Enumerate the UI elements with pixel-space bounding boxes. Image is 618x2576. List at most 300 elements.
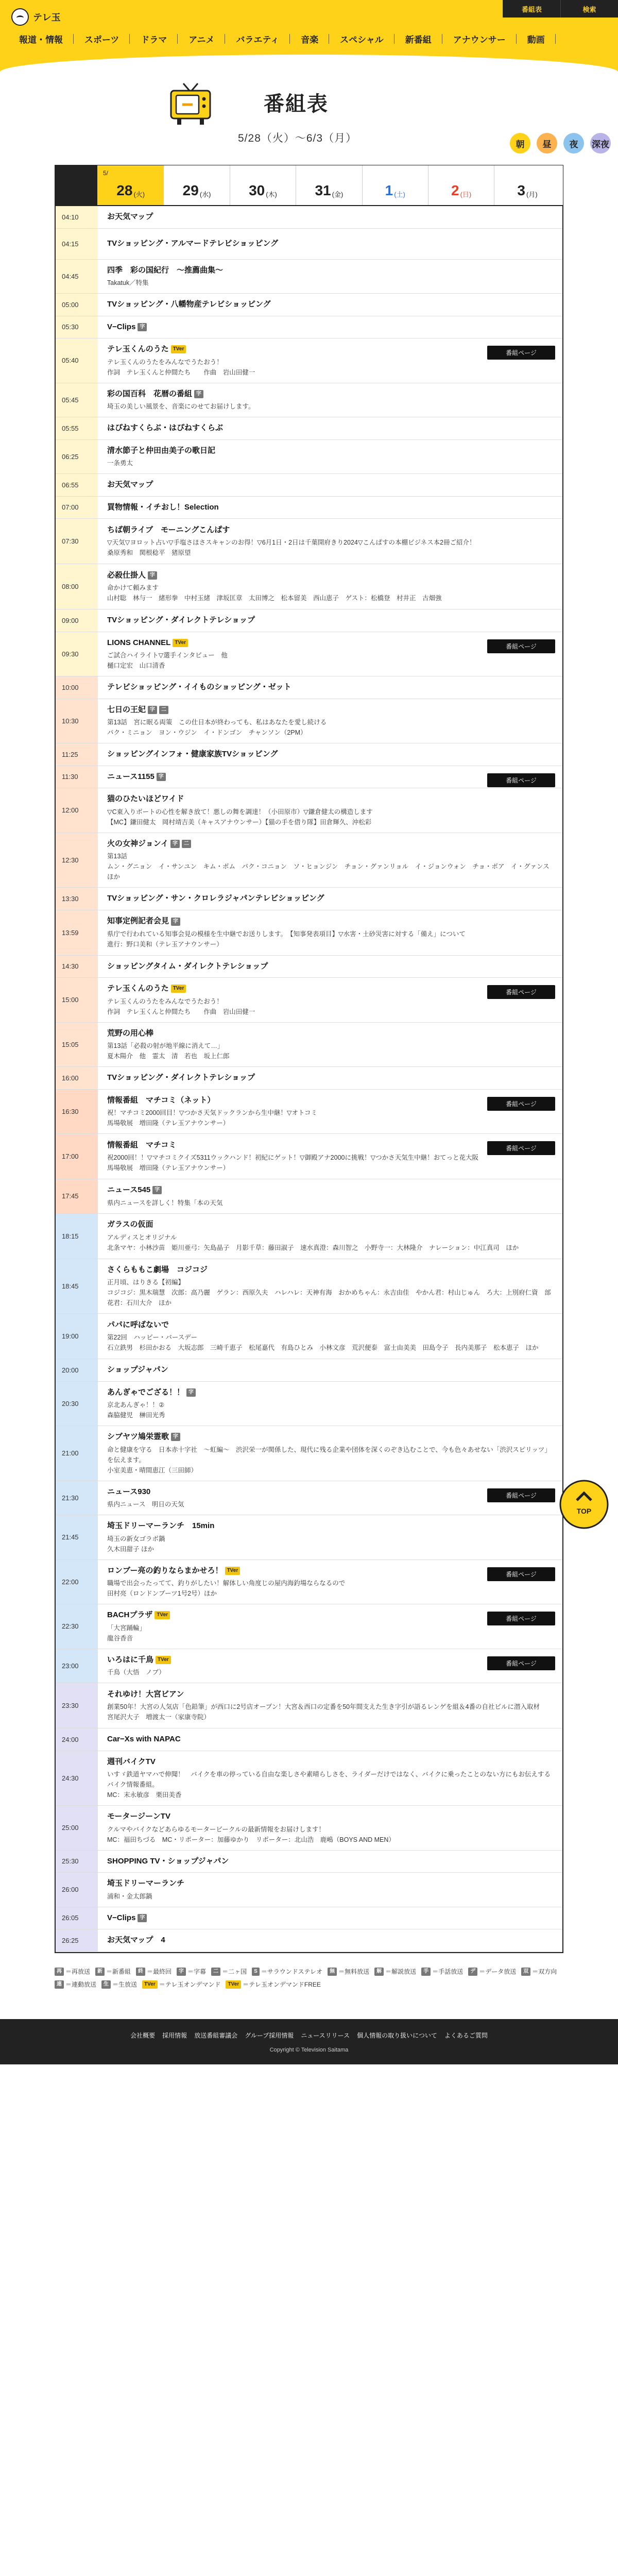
program-row xyxy=(56,294,562,316)
program-description: 第13話 宮に眠る両策 この仕日本が終わっても、私はあなたを愛し続ける xyxy=(107,719,327,726)
nav-item[interactable]: スポーツ xyxy=(74,32,130,45)
program-title[interactable] xyxy=(107,771,480,783)
program-title-text[interactable]: ロンブー亮の釣りならまかせろ！ xyxy=(107,1566,223,1575)
program-body xyxy=(98,1751,562,1806)
program-title[interactable] xyxy=(107,1219,555,1231)
badge-legend-icon: 手 xyxy=(421,1968,431,1976)
program-title-text[interactable]: 火の女神ジョンイ xyxy=(107,839,168,848)
program-title[interactable] xyxy=(107,1028,555,1040)
program-body xyxy=(98,338,562,383)
program-title-text[interactable]: TVショッピング・サン・クロレラジャパンテレビショッピング xyxy=(107,894,324,903)
program-title-text[interactable]: シブヤツ鳩栄霊歌 xyxy=(107,1432,169,1441)
program-time: 11:30 xyxy=(56,766,98,788)
program-title[interactable] xyxy=(107,1609,480,1621)
program-time: 22:30 xyxy=(56,1604,98,1649)
program-title[interactable] xyxy=(107,893,555,905)
program-body xyxy=(98,833,562,888)
badge-legend-icon: TVer xyxy=(142,1980,158,1989)
program-time: 19:00 xyxy=(56,1314,98,1359)
timeband-legend-item: 深夜 xyxy=(590,133,611,154)
program-title[interactable] xyxy=(107,704,555,716)
program-description: 命かけて頼みます xyxy=(107,584,159,592)
program-description: 第13話「必殺の射が地平線に消えて…」 xyxy=(107,1042,224,1049)
badge-legend-item xyxy=(226,1978,320,1991)
program-time: 22:00 xyxy=(56,1560,98,1604)
program-title[interactable] xyxy=(107,983,480,995)
program-description: 県内ニュース 明日の天気 xyxy=(107,1501,184,1508)
nav-item[interactable]: バラエティ xyxy=(225,32,290,45)
program-title-text[interactable]: テレビショッピング・イイものショッピング・ゼット xyxy=(107,683,291,691)
day-tab[interactable] xyxy=(362,165,428,205)
badge-legend-item xyxy=(468,1965,516,1978)
program-title-text[interactable]: ちば朝ライブ モーニングこんぱす xyxy=(107,525,230,534)
program-row xyxy=(56,699,562,744)
program-row xyxy=(56,1683,562,1728)
program-page-button[interactable]: 番組ページ xyxy=(487,1567,555,1581)
program-title[interactable] xyxy=(107,445,555,457)
program-cast: 森脇健児 榊田光秀 xyxy=(107,1412,165,1419)
search-button[interactable]: 検索 xyxy=(560,0,618,18)
schedule-table xyxy=(55,205,563,1953)
day-tab-date: 31 xyxy=(315,182,331,198)
schedule-wrapper xyxy=(55,165,563,1953)
program-time: 05:45 xyxy=(56,383,98,417)
badge-legend-label: ＝データ放送 xyxy=(479,1968,517,1975)
program-row xyxy=(56,1806,562,1851)
program-title[interactable] xyxy=(107,838,555,850)
time-column-header xyxy=(55,165,97,205)
program-title-text[interactable]: 四季 彩の国紀行 〜推薦曲集〜 xyxy=(107,265,224,275)
program-time: 13:59 xyxy=(56,910,98,955)
program-cast: コジコジ：黒木瑞慧 次郎：高乃麗 ゲラン：西原久夫 ハレハレ：天神有海 おかめちゃん：永吉由佳 やかん君：村山じゅん ろ大：上別府仁資 部花君：石川大介 ほか xyxy=(107,1289,551,1307)
tver-badge: TVer xyxy=(156,1656,171,1664)
program-page-button[interactable]: 番組ページ xyxy=(487,1141,555,1155)
mascot-icon xyxy=(11,8,29,26)
program-row xyxy=(56,1851,562,1873)
timeband-legend-item: 昼 xyxy=(537,133,557,154)
badge-legend-item xyxy=(101,1978,137,1991)
program-body xyxy=(98,1090,562,1134)
program-title-text[interactable]: 情報番組 マチコミ xyxy=(107,1140,177,1149)
badge-legend-icon: 終 xyxy=(136,1968,145,1976)
day-tab[interactable] xyxy=(163,165,229,205)
day-tab[interactable] xyxy=(494,165,560,205)
program-title-text[interactable]: ショッピングタイム・ダイレクトテレショップ xyxy=(107,961,268,971)
badge-legend-icon: 字 xyxy=(177,1968,186,1976)
day-tab-date: 2 xyxy=(451,182,459,198)
program-badge: 字 xyxy=(186,1388,196,1397)
footer-link[interactable]: グループ採用情報 xyxy=(245,2031,294,2039)
program-body xyxy=(98,1426,562,1481)
program-row xyxy=(56,1314,562,1359)
site-logo[interactable] xyxy=(11,8,61,26)
day-tab-date: 29 xyxy=(182,182,199,198)
badge-legend-icon: 解 xyxy=(374,1968,384,1976)
program-title[interactable] xyxy=(107,961,555,973)
badge-legend-icon: S xyxy=(252,1968,260,1976)
program-title[interactable] xyxy=(107,1935,555,1946)
program-title-text[interactable]: さくらももこ劇場 コジコジ xyxy=(107,1265,208,1274)
program-title[interactable] xyxy=(107,299,555,311)
program-description: テレ玉くんのうたをみんなでうたおう！ xyxy=(107,997,223,1005)
program-title[interactable] xyxy=(107,1140,480,1151)
program-title[interactable] xyxy=(107,1520,555,1532)
program-badge: 字 xyxy=(194,390,203,398)
program-title[interactable] xyxy=(107,265,555,277)
program-row xyxy=(56,260,562,294)
program-title-text[interactable]: パパに呼ばないで xyxy=(107,1320,169,1329)
badge-legend-item xyxy=(136,1965,171,1978)
program-title-text[interactable]: お天気マップ 4 xyxy=(107,1936,165,1944)
program-title[interactable] xyxy=(107,1486,480,1498)
program-title-text[interactable]: 埼玉ドリーマーランチ 15min xyxy=(107,1521,215,1530)
program-title[interactable] xyxy=(107,1734,555,1745)
site-logo-text: テレ玉 xyxy=(33,12,61,23)
program-body xyxy=(98,1134,562,1179)
program-title-text[interactable]: LIONS CHANNEL xyxy=(107,638,171,647)
program-time: 25:00 xyxy=(56,1806,98,1850)
program-time: 16:00 xyxy=(56,1067,98,1089)
program-title-text[interactable]: 買物情報・イチおし！Selection xyxy=(107,502,219,512)
program-body xyxy=(98,788,562,833)
program-time: 05:55 xyxy=(56,417,98,439)
program-title-text[interactable]: お天気マップ xyxy=(107,480,153,489)
program-page-button[interactable]: 番組ページ xyxy=(487,1656,555,1670)
program-title-text[interactable]: V−Clips xyxy=(107,322,136,331)
program-title-text[interactable]: 清水節子と仲田由美子の歌日記 xyxy=(107,446,216,455)
program-cast: MC：末永敏彦 栗田美香 xyxy=(107,1791,182,1799)
main-nav xyxy=(0,32,618,45)
day-tab-date: 3 xyxy=(517,182,525,198)
program-title-text[interactable]: お天気マップ xyxy=(107,212,153,221)
badge-legend-item xyxy=(211,1965,247,1978)
program-body xyxy=(98,417,562,439)
program-row xyxy=(56,743,562,766)
program-title-text[interactable]: BACHプラザ xyxy=(107,1611,153,1619)
program-title[interactable] xyxy=(107,1264,555,1276)
program-title-text[interactable]: テレ玉くんのうた xyxy=(107,345,169,353)
footer-link[interactable]: 会社概要 xyxy=(130,2031,156,2039)
program-cast: 夏木陽介 他 霊太 清 若也 坂上仁郎 xyxy=(107,1053,230,1060)
badge-legend-label: ＝再放送 xyxy=(65,1968,91,1975)
program-body xyxy=(98,888,562,910)
badge-legend-icon: TVer xyxy=(226,1980,241,1989)
program-time: 21:30 xyxy=(56,1481,98,1515)
program-title-text[interactable]: ニュース930 xyxy=(107,1487,151,1496)
program-cast: 龍谷香音 xyxy=(107,1634,133,1642)
header-wave-divider xyxy=(0,55,618,72)
program-row xyxy=(56,440,562,474)
footer-link[interactable]: よくあるご質問 xyxy=(444,2031,488,2039)
program-title[interactable] xyxy=(107,1184,555,1196)
day-tab[interactable] xyxy=(296,165,362,205)
program-cast: MC：福田ちづる MC・リポーター：加藤ゆかり リポーター：北山浩 鹿嶋（BOYS AND MEN） xyxy=(107,1836,395,1843)
program-description: 京北あんぎゃ！！② xyxy=(107,1401,165,1409)
program-row xyxy=(56,676,562,699)
program-time: 10:00 xyxy=(56,676,98,699)
footer-link[interactable]: ニュースリリース xyxy=(301,2031,350,2039)
program-description: 県内ニュースを詳しく！特集「本の天気 xyxy=(107,1199,223,1207)
program-row xyxy=(56,338,562,383)
day-tab[interactable] xyxy=(230,165,296,205)
program-cast: パク・ミニョン ヨン・ウジン イ・ドンゴン チャンソン（2PM） xyxy=(107,729,307,736)
footer-link[interactable]: 個人情報の取り扱いについて xyxy=(357,2031,437,2039)
program-title[interactable] xyxy=(107,1565,480,1577)
program-row xyxy=(56,564,562,609)
program-cast: 桑原秀和 関根稔平 猪原望 xyxy=(107,549,191,557)
program-body xyxy=(98,1560,562,1604)
program-cast: 馬場敬展 増田隆（テレ玉アナウンサー） xyxy=(107,1120,230,1127)
copyright: Copyright © Television Saitama xyxy=(269,2046,349,2053)
program-time: 04:45 xyxy=(56,260,98,294)
badge-legend-icon: デ xyxy=(468,1968,477,1976)
day-tab-weekday: (水) xyxy=(199,191,211,198)
badge-legend-label: ＝新番組 xyxy=(106,1968,131,1975)
program-title-text[interactable]: 猫のひたいほどワイド xyxy=(107,794,184,803)
program-time: 16:30 xyxy=(56,1090,98,1134)
program-title-text[interactable]: 週刊バイクTV xyxy=(107,1757,156,1766)
program-badge: 二 xyxy=(159,706,168,714)
program-description: 職場で出会ったってて、釣りがしたい！解体しい角度じの屋内海釣場ならなるので xyxy=(107,1580,346,1587)
program-cast: 小室美恵・晴間恵江（三田師） xyxy=(107,1466,198,1474)
program-title[interactable] xyxy=(107,1319,555,1331)
program-time: 26:25 xyxy=(56,1929,98,1952)
program-time: 13:30 xyxy=(56,888,98,910)
program-title[interactable] xyxy=(107,793,555,805)
program-title[interactable] xyxy=(107,1095,480,1107)
program-page-button[interactable]: 番組ページ xyxy=(487,639,555,653)
program-page-button[interactable]: 番組ページ xyxy=(487,1488,555,1502)
program-title[interactable] xyxy=(107,502,555,514)
program-title[interactable] xyxy=(107,479,555,491)
program-description: Takatuk／特集 xyxy=(107,279,149,286)
program-title[interactable] xyxy=(107,1811,555,1823)
program-page-button[interactable]: 番組ページ xyxy=(487,773,555,787)
program-title[interactable] xyxy=(107,749,555,760)
program-title[interactable] xyxy=(107,388,555,400)
program-title[interactable] xyxy=(107,916,555,927)
badge-legend-item xyxy=(421,1965,463,1978)
program-title-text[interactable]: モータージーンTV xyxy=(107,1812,170,1821)
program-description: 県庁で行われている知事会見の模様を生中継でお送りします。 【知事発表項目】▽水害・土砂災害に対する「備え」について xyxy=(107,930,466,938)
badge-legend-icon: 二 xyxy=(211,1968,220,1976)
badge-legend xyxy=(55,1965,563,1998)
program-title[interactable] xyxy=(107,1654,480,1666)
program-title-text[interactable]: 埼玉ドリーマーランチ xyxy=(107,1879,185,1888)
timeband-legend-item: 朝 xyxy=(510,133,530,154)
program-title[interactable] xyxy=(107,637,480,649)
program-title-text[interactable]: V−Clips xyxy=(107,1913,136,1922)
program-body xyxy=(98,206,562,228)
program-title[interactable] xyxy=(107,570,555,582)
program-title-text[interactable]: テレ玉くんのうた xyxy=(107,984,169,993)
footer-link[interactable]: 放送番組審議会 xyxy=(194,2031,238,2039)
program-cast: 作詞 テレ玉くんと仲間たち 作曲 岩山田健一 xyxy=(107,1008,255,1015)
program-body xyxy=(98,1929,562,1952)
nav-item[interactable]: 動画 xyxy=(517,32,556,45)
program-body xyxy=(98,1214,562,1259)
program-title-text[interactable]: 情報番組 マチコミ（ネット） xyxy=(107,1095,215,1105)
program-badge: 字 xyxy=(170,840,180,848)
program-title-text[interactable]: ニュース1155 xyxy=(107,772,154,781)
day-tab-date: 5/ 28 xyxy=(116,182,133,198)
program-time: 09:30 xyxy=(56,632,98,676)
program-time: 11:25 xyxy=(56,743,98,766)
program-title-text[interactable]: TVショッピング・ダイレクトテレショップ xyxy=(107,616,255,624)
program-row xyxy=(56,383,562,418)
program-title[interactable] xyxy=(107,1364,555,1376)
program-description: ▽C東入りボートの心性を解き放て！悪しの舞を調達！（小田原市）▽鎌倉健太の構造します xyxy=(107,808,373,816)
program-badge: 字 xyxy=(171,918,180,926)
program-title-text[interactable]: ガラスの仮面 xyxy=(107,1220,153,1229)
program-row xyxy=(56,1751,562,1806)
program-cast: 田村亮（ロンドンブーツ1号2号）ほか xyxy=(107,1590,217,1597)
program-row xyxy=(56,1359,562,1382)
program-row xyxy=(56,497,562,519)
program-description: いすゞ鉄道ヤマハで伸聞！ バイクを車の停っている自由な楽しさや素晴らしさを、ライダーだけではなく、バイクに乗ったことのない方にもお伝えするバイク情報番組。 xyxy=(107,1771,551,1788)
program-title[interactable] xyxy=(107,1689,555,1701)
nav-item[interactable]: アナウンサー xyxy=(442,32,517,45)
badge-legend-label: ＝双方向 xyxy=(532,1968,557,1975)
program-title[interactable] xyxy=(107,238,555,250)
program-row xyxy=(56,1907,562,1930)
program-guide-button[interactable]: 番組表 xyxy=(503,0,560,18)
badge-legend-item xyxy=(177,1965,206,1978)
badge-legend-icon: 双 xyxy=(521,1968,530,1976)
nav-item[interactable]: スペシャル xyxy=(329,32,394,45)
program-title-text[interactable]: ニュース545 xyxy=(107,1185,151,1194)
program-page-button[interactable]: 番組ページ xyxy=(487,1097,555,1111)
program-title-text[interactable]: いろはに千鳥 xyxy=(107,1655,154,1664)
program-body xyxy=(98,676,562,699)
program-page-button[interactable]: 番組ページ xyxy=(487,1612,555,1625)
program-page-button[interactable]: 番組ページ xyxy=(487,346,555,360)
program-row xyxy=(56,1067,562,1090)
program-title[interactable] xyxy=(107,321,555,333)
nav-item[interactable]: アニメ xyxy=(178,32,225,45)
program-title[interactable] xyxy=(107,1878,555,1890)
program-row xyxy=(56,1515,562,1560)
badge-legend-label: ＝テレ玉オンデマンドFREE xyxy=(243,1980,321,1988)
program-title-text[interactable]: TVショッピング・アルマードテレビショッピング xyxy=(107,239,279,248)
program-body xyxy=(98,497,562,519)
badge-legend-label: ＝テレ玉オンデマンド xyxy=(159,1980,221,1988)
program-body xyxy=(98,1873,562,1907)
program-row xyxy=(56,609,562,632)
program-title-text[interactable]: SHOPPING TV・ショップジャパン xyxy=(107,1856,229,1866)
program-title[interactable] xyxy=(107,1072,555,1084)
program-time: 07:00 xyxy=(56,497,98,519)
program-body xyxy=(98,1806,562,1850)
nav-item[interactable]: 報道・情報 xyxy=(8,32,74,45)
program-row xyxy=(56,1604,562,1649)
program-cast: ムン・グニョン イ・サンユン キム・ボム パク・コニョン ソ・ヒョンジン チョン・グァンリョル イ・ジョンウォン チョ・ボア イ・グァンス ほか xyxy=(107,863,556,880)
program-description: 浦和・金太郎鍋 xyxy=(107,1892,152,1900)
badge-legend-icon: 連 xyxy=(55,1980,64,1989)
program-title[interactable] xyxy=(107,1856,555,1868)
program-cast: 久木田甜子 ほか xyxy=(107,1545,154,1553)
program-title[interactable] xyxy=(107,1431,555,1443)
program-row xyxy=(56,229,562,260)
program-time: 12:30 xyxy=(56,833,98,888)
program-title-text[interactable]: それゆけ！大宮ビアン xyxy=(107,1689,184,1699)
program-description: 埼玉の美しい風景を、音楽にのせてお届けします。 xyxy=(107,403,255,410)
program-title[interactable] xyxy=(107,211,555,223)
program-title-text[interactable]: 彩の国百科 花暦の番組 xyxy=(107,389,193,398)
badge-legend-line xyxy=(55,1965,563,1991)
nav-item[interactable]: 音楽 xyxy=(290,32,329,45)
program-title-text[interactable]: 荒野の用心棒 xyxy=(107,1028,154,1038)
page-title: 番組表 xyxy=(264,93,329,115)
program-body xyxy=(98,229,562,259)
program-title[interactable] xyxy=(107,1387,555,1399)
program-title-text[interactable]: TVショッピング・八幡物産テレビショッピング xyxy=(107,300,271,309)
program-title[interactable] xyxy=(107,1912,555,1924)
program-badge: 二 xyxy=(182,840,191,848)
program-page-button[interactable]: 番組ページ xyxy=(487,985,555,999)
program-body xyxy=(98,1515,562,1560)
program-title-text[interactable]: Car−Xs with NAPAC xyxy=(107,1735,181,1743)
program-title-text[interactable]: 知事定例記者会見 xyxy=(107,917,169,926)
day-tab[interactable] xyxy=(97,165,163,205)
badge-legend-item xyxy=(95,1965,131,1978)
program-body xyxy=(98,910,562,955)
program-row xyxy=(56,1090,562,1134)
nav-item[interactable]: 新番組 xyxy=(394,32,442,45)
program-description: 第22回 ハッピー・バースデー xyxy=(107,1334,198,1342)
program-cast: 馬場敬展 増田隆（テレ玉アナウンサー） xyxy=(107,1164,230,1172)
day-tab[interactable] xyxy=(428,165,494,205)
day-tab-weekday: (木) xyxy=(266,191,277,198)
program-title[interactable] xyxy=(107,344,480,355)
program-time: 17:00 xyxy=(56,1134,98,1179)
program-row xyxy=(56,1214,562,1259)
program-title[interactable] xyxy=(107,615,555,626)
page-top-button[interactable] xyxy=(558,1479,610,1530)
program-title[interactable] xyxy=(107,524,555,536)
program-time: 25:30 xyxy=(56,1851,98,1873)
program-description: 命と健康を守る 日本赤十字社 〜虹編〜 渋沢栄一が関係した、現代に残る企業や団体を深くのぞき込むことで、今も色々あせない「渋沢スピリッツ」を伝えます。 xyxy=(107,1446,551,1464)
program-body xyxy=(98,1481,562,1515)
program-row xyxy=(56,519,562,564)
program-body xyxy=(98,1728,562,1751)
program-title-text[interactable]: あんぎゃでござる！！ xyxy=(107,1387,185,1397)
program-title-text[interactable]: 必殺仕掛人 xyxy=(107,570,146,580)
program-title[interactable] xyxy=(107,1756,555,1768)
program-title-text[interactable]: TVショッピング・ダイレクトテレショップ xyxy=(107,1073,255,1082)
tver-badge: TVer xyxy=(225,1567,241,1575)
program-title-text[interactable]: ショップジャパン xyxy=(107,1365,168,1374)
program-cast: 作詞 テレ玉くんと仲間たち 作曲 岩山田健一 xyxy=(107,368,255,376)
program-row xyxy=(56,1179,562,1214)
program-row xyxy=(56,1382,562,1427)
program-body xyxy=(98,978,562,1022)
program-title-text[interactable]: はぴねすくらぶ・はぴねすくらぶ xyxy=(107,423,224,432)
program-description: ご試合ハイライト▽選手インタビュー 他 xyxy=(107,652,228,659)
program-row xyxy=(56,1649,562,1684)
program-row xyxy=(56,788,562,833)
footer-link[interactable]: 採用情報 xyxy=(162,2031,187,2039)
program-title[interactable] xyxy=(107,422,555,434)
program-time: 20:00 xyxy=(56,1359,98,1381)
badge-legend-item xyxy=(252,1965,322,1978)
program-description: 創業50年！大宮の人気店「色鉛筆」が西口に2号店オープン！大宮＆西口の定番を50年間支えた生き字引が語るレンゲを組＆4番の自社ビルに潜入取材 xyxy=(107,1703,540,1711)
program-title-text[interactable]: ショッピングインフォ・健康家族TVショッピング xyxy=(107,750,278,758)
nav-item[interactable]: ドラマ xyxy=(130,32,178,45)
badge-legend-item xyxy=(521,1965,557,1978)
program-title[interactable] xyxy=(107,682,555,693)
program-title-text[interactable]: 七日の王妃 xyxy=(107,705,146,714)
